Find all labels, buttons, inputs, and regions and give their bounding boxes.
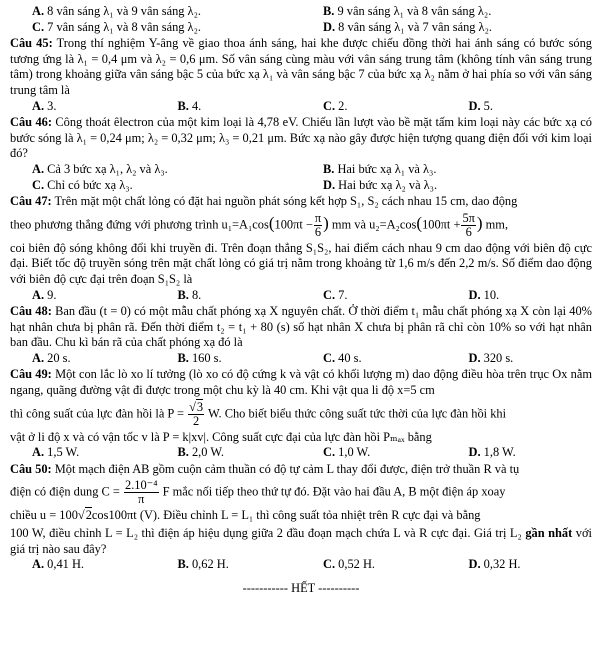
fraction: $\frac{\text{2.10⁻⁴}}{\pi}$ [125,478,158,507]
option-a: A. 20 s. [32,350,71,365]
option-d: D. 320 s. [468,350,514,365]
question-47 [10,194,592,210]
question-47-options [10,288,592,304]
option-c: C. Chỉ có bức xạ λ₃. [32,177,133,192]
question-50-equation-line-1: điện có điện dung C = $\frac{\text{2.10⁻⁴}}{\pi}$ F mắc nối tiếp theo thứ tự đó. Đặt vào hai đầu A, B một điện áp xoay [10,478,506,507]
option-c: C. 2. [323,98,348,113]
option-c: C. 0,52 H. [323,557,375,572]
question-46-options-row-1 [10,162,592,178]
question-49-continued: vật ở li độ x và có vận tốc v là P = k|xv|. Công suất cực đại của lực đàn hồi Pₘₐₓ bằng [10,429,432,444]
question-number: Câu 46: [10,115,52,130]
question-49 [10,367,592,398]
option-a: A. 9. [32,287,57,302]
question-text: Trong thí nghiệm Y-âng về giao thoa ánh sáng, hai khe được chiếu đồng thời hai ánh sáng có bước sóng tương ứng là λ₁ = 0,4 μm và λ₂ = 0,6 μm. Số vân sáng cùng màu với vân sáng trung tâm (không tính vân sáng trung tâm) trong khoảng giữa vân sáng bậc 5 của bức xạ λ₁ và vân sáng bậc 7 của bức xạ λ₂ nằm ở hai phía so với vân sáng trung tâm là [10,36,592,97]
option-b: B. 2,0 W. [177,445,225,460]
question-46-options-row-2 [10,178,592,194]
question-number: Câu 47: [10,194,52,209]
fraction: $\frac{5\pi}{6}$ [462,210,475,239]
question-46 [10,115,592,162]
option-d: D. Hai bức xạ λ₂ và λ₃. [323,177,438,192]
option-c: C. 40 s. [323,350,362,365]
option-a: A. 8 vân sáng λ₁ và 9 vân sáng λ₂. [32,4,201,18]
question-number: Câu 45: [10,36,53,51]
question-47-continued: coi biên độ sóng không đổi khi truyền đi. Trên đoạn thẳng S₁S₂, hai điểm cách nhau 9 cm dao động với biên độ cực đại. Biết tốc độ truyền sóng trên mặt chất lỏng có giá trị nằm trong khoảng từ 1,6 m/s đến 2,2 m/s. Số điểm dao động với biên độ cực đại trên đoạn S₁S₂ là [10,240,592,286]
question-50-options [10,557,592,573]
question-50-continued: 100 W, điều chỉnh L = L₂ thì điện áp hiệu dụng giữa 2 đầu đoạn mạch chứa L và R cực đại. Giá trị L₂ gần nhất với giá trị nào sau đây? [10,526,592,556]
question-text: Một con lắc lò xo lí tưởng (lò xo có độ cứng k và vật có khối lượng m) dao động điều hòa trên trục Ox nằm ngang, quãng đường vật đi được trong một chu kỳ là 40 cm. Khi vật qua li độ x=5 cm [10,367,592,398]
option-b: B. Hai bức xạ λ₁ và λ₃. [323,161,437,176]
option-b: B. 9 vân sáng λ₁ và 8 vân sáng λ₂. [323,4,492,18]
question-50 [10,462,592,478]
option-a: A. 0,41 H. [32,557,84,572]
option-b: B. 8. [177,287,202,302]
option-d: D. 1,8 W. [468,445,516,460]
end-marker: ----------- HẾT ---------- [242,580,360,595]
question-number: Câu 48: [10,304,52,319]
option-d: D. 5. [468,98,493,113]
option-c: C. 7. [323,287,348,302]
question-48-options [10,351,592,367]
option-a: A. 1,5 W. [32,445,80,460]
question-45 [10,36,592,98]
option-a: A. Cả 3 bức xạ λ₁, λ₂ và λ₃. [32,161,168,176]
emphasis: gần nhất [525,526,573,541]
option-d: D. 8 vân sáng λ₁ và 7 vân sáng λ₂. [323,19,492,34]
option-d: D. 10. [468,287,500,302]
question-47-equation-line: theo phương thẳng đứng với phương trình u₁=A₁cos(100πt − $\frac{\pi}{6}$ ) mm và u₂=A₂cos(100πt + $\frac{5\pi}{6}$ ) mm, [10,210,509,239]
question-text: Trên mặt một chất lỏng có đặt hai nguồn phát sóng kết hợp S₁, S₂ cách nhau 15 cm, dao động [54,194,518,209]
option-d: D. 0,32 H. [468,557,521,572]
question-45-options [10,99,592,115]
question-text: Công thoát êlectron của một kim loại là 4,78 eV. Chiếu lần lượt vào bề mặt tấm kim loại này các bức xạ có bước sóng là λ₁ = 0,24 μm; λ₂ = 0,32 μm; λ₃ = 0,21 μm. Bức xạ nào gây được hiện tượng quang điện đối với kim loại đó? [10,115,592,161]
question-49-options [10,445,592,461]
question-number: Câu 50: [10,461,52,476]
top-options-row-2 [10,20,592,36]
option-c: C. 7 vân sáng λ₁ và 8 vân sáng λ₂. [32,19,201,34]
question-50-equation-line-2: chiều u = 100√2cos100πt (V). Điều chỉnh L = L₁ thì công suất tỏa nhiệt trên R cực đại và bằng [10,508,481,523]
question-49-equation-line: thì công suất của lực đàn hồi là P = $\frac{√3}{2}$ W. Cho biết biểu thức công suất tức thời của lực đàn hồi khi [10,399,507,428]
option-b: B. 160 s. [177,350,222,365]
fraction: $\frac{√3}{2}$ [189,399,204,428]
option-c: C. 1,0 W. [323,445,371,460]
top-options-row-1 [10,4,592,20]
question-number: Câu 49: [10,367,52,382]
option-b: B. 0,62 H. [177,557,229,572]
question-48 [10,304,592,351]
question-text: Ban đầu (t = 0) có một mẫu chất phóng xạ X nguyên chất. Ở thời điểm t₁ mẫu chất phóng xạ X còn lại 40% hạt nhân chưa bị phân rã. Đến thời điểm t₂ = t₁ + 80 (s) số hạt nhân X chưa bị phân rã chỉ còn 10% so với hạt nhân ban đầu. Chu kì bán rã của chất phóng xạ đó là [10,304,592,350]
option-b: B. 4. [177,98,202,113]
option-a: A. 3. [32,98,57,113]
question-text: Một mạch điện AB gồm cuộn cảm thuần có độ tự cảm L thay đổi được, điện trở thuần R và tụ [54,461,520,476]
fraction: $\frac{\pi}{6}$ [314,210,322,239]
